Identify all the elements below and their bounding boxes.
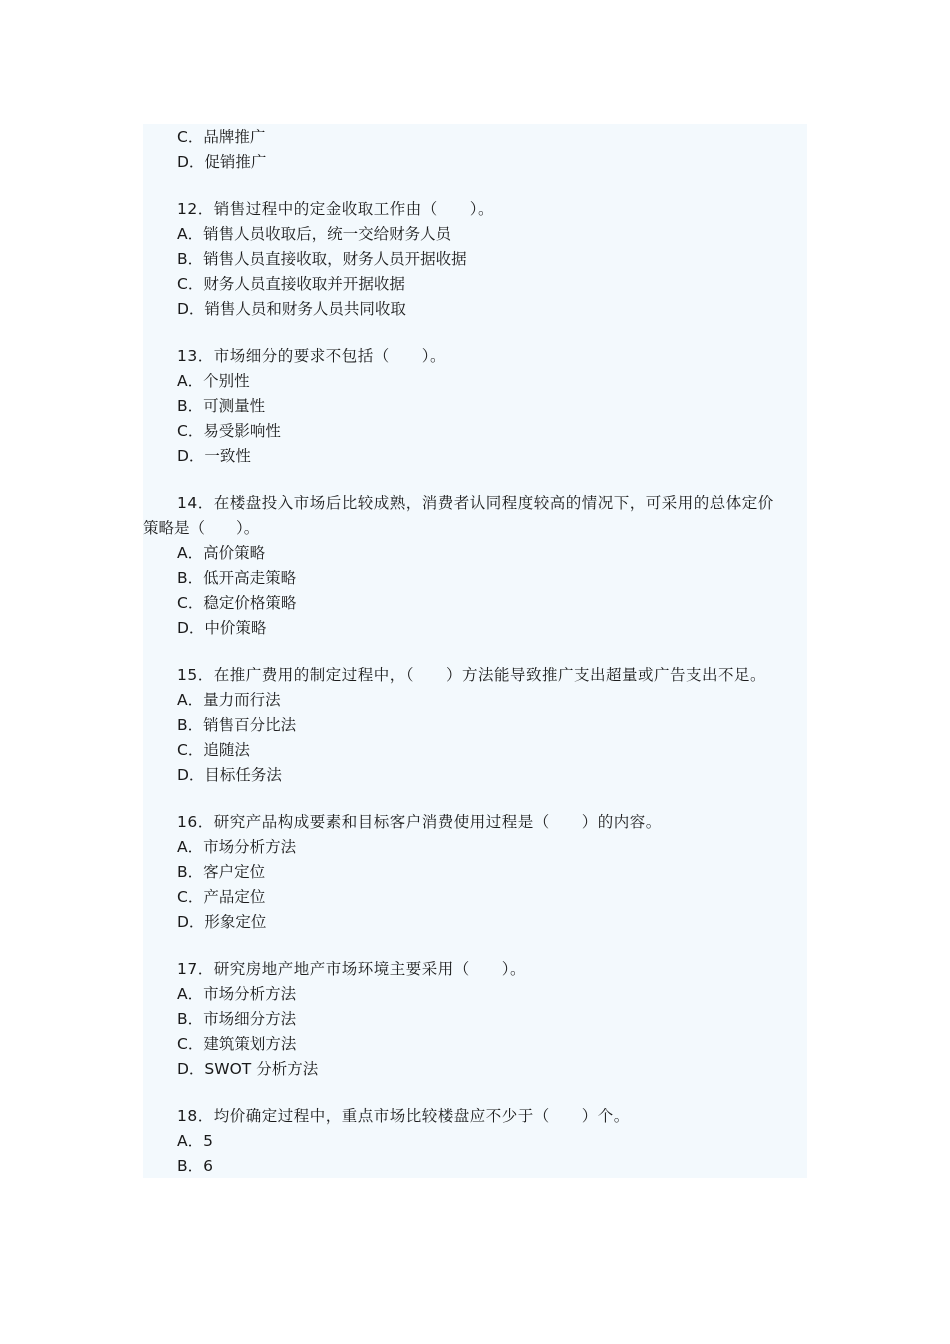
q14-option-d: D．中价策略	[177, 619, 267, 637]
q18-option-b: B．6	[177, 1157, 213, 1175]
q11-option-c: C．品牌推广	[177, 128, 266, 146]
q11-option-d: D．促销推广	[177, 153, 267, 171]
q16-stem: 16．研究产品构成要素和目标客户消费使用过程是（ ）的内容。	[177, 813, 662, 831]
q14-stem-line1: 14．在楼盘投入市场后比较成熟，消费者认同程度较高的情况下，可采用的总体定价	[177, 494, 774, 512]
q15-option-b: B．销售百分比法	[177, 716, 297, 734]
q16-option-c: C．产品定位	[177, 888, 266, 906]
q12-option-b: B．销售人员直接收取，财务人员开据收据	[177, 250, 467, 268]
q15-stem: 15．在推广费用的制定过程中，（ ）方法能导致推广支出超量或广告支出不足。	[177, 666, 766, 684]
q17-stem: 17．研究房地产地产市场环境主要采用（ ）。	[177, 960, 526, 978]
q12-option-d: D．销售人员和财务人员共同收取	[177, 300, 406, 318]
q17-option-d: D．SWOT 分析方法	[177, 1060, 319, 1078]
q18-stem: 18．均价确定过程中，重点市场比较楼盘应不少于（ ）个。	[177, 1107, 630, 1125]
q13-stem: 13．市场细分的要求不包括（ ）。	[177, 347, 446, 365]
q13-option-c: C．易受影响性	[177, 422, 281, 440]
q13-option-b: B．可测量性	[177, 397, 266, 415]
q17-option-a: A．市场分析方法	[177, 985, 297, 1003]
q13-option-a: A．个别性	[177, 372, 250, 390]
q17-option-c: C．建筑策划方法	[177, 1035, 297, 1053]
q12-stem: 12．销售过程中的定金收取工作由（ ）。	[177, 200, 494, 218]
q17-option-b: B．市场细分方法	[177, 1010, 297, 1028]
q14-option-b: B．低开高走策略	[177, 569, 297, 587]
question-content-block	[143, 124, 807, 1178]
q15-option-d: D．目标任务法	[177, 766, 282, 784]
q14-option-c: C．稳定价格策略	[177, 594, 297, 612]
q16-option-d: D．形象定位	[177, 913, 267, 931]
q12-option-c: C．财务人员直接收取并开据收据	[177, 275, 405, 293]
q15-option-a: A．量力而行法	[177, 691, 281, 709]
q14-option-a: A．高价策略	[177, 544, 266, 562]
q16-option-b: B．客户定位	[177, 863, 266, 881]
q13-option-d: D．一致性	[177, 447, 251, 465]
q12-option-a: A．销售人员收取后，统一交给财务人员	[177, 225, 452, 243]
q18-option-a: A．5	[177, 1132, 213, 1150]
q15-option-c: C．追随法	[177, 741, 250, 759]
q16-option-a: A．市场分析方法	[177, 838, 297, 856]
q14-stem-line2: 策略是（ ）。	[143, 519, 260, 537]
